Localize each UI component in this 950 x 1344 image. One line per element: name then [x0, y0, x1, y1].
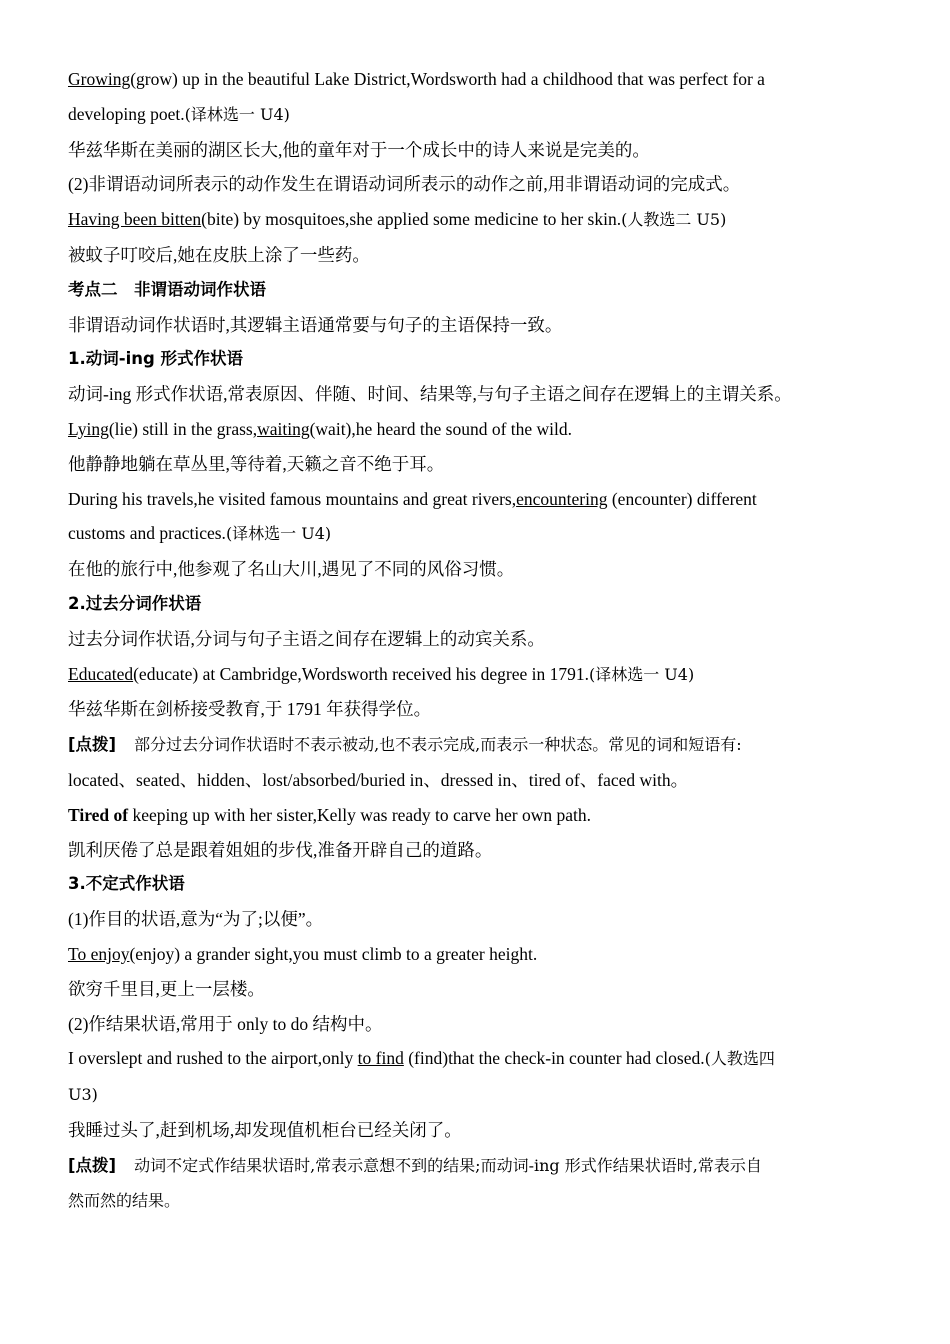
tip-block — [68, 727, 880, 763]
sentence-text: (educate) at Cambridge,Wordsworth received his degree in 1791. — [133, 663, 589, 684]
tip-block-cont: located、seated、hidden、lost/absorbed/buried in、dressed in、tired of、faced with。 — [68, 769, 689, 790]
subsection-heading: 2.过去分词作状语 — [68, 593, 202, 613]
sentence-text: developing poet. — [68, 103, 185, 124]
example-sentence — [68, 202, 880, 238]
sentence-text: customs and practices. — [68, 523, 226, 544]
sentence-text: (bite) by mosquitoes,she applied some medicine to her skin. — [201, 209, 622, 230]
translation: 华兹华斯在美丽的湖区长大,他的童年对于一个成长中的诗人来说是完美的。 — [68, 139, 650, 160]
example-sentence — [68, 1041, 880, 1077]
example-sentence — [68, 657, 880, 693]
sentence-text: I overslept and rushed to the airport,only — [68, 1048, 358, 1069]
subsection-heading: 1.动词-ing 形式作状语 — [68, 349, 244, 369]
source-note: (人教选二 U5) — [621, 210, 727, 230]
translation: 在他的旅行中,他参观了名山大川,遇见了不同的风俗习惯。 — [68, 559, 515, 580]
example-sentence-cont — [68, 1077, 880, 1113]
tip-text: 部分过去分词作状语时不表示被动,也不表示完成,而表示一种状态。常见的词和短语有: — [134, 735, 742, 755]
tip-text: 动词不定式作结果状语时,常表示意想不到的结果;而动词-ing 形式作结果状语时,常表示自 — [134, 1155, 762, 1175]
rule-text: 动词-ing 形式作状语,常表原因、伴随、时间、结果等,与句子主语之间存在逻辑上的主谓关系。 — [68, 384, 792, 405]
translation: 他静静地躺在草丛里,等待着,天籁之音不绝于耳。 — [68, 453, 445, 474]
tip-label: [点拨] — [68, 1155, 117, 1175]
tip-block-cont: 然而然的结果。 — [68, 1190, 181, 1210]
source-note: (译林选一 U4) — [225, 524, 332, 544]
rule-text: 过去分词作状语,分词与句子主语之间存在逻辑上的动宾关系。 — [68, 628, 545, 649]
section-heading: 考点二 非谓语动词作状语 — [68, 279, 266, 299]
tip-label: [点拨] — [68, 735, 117, 755]
rule-text: (1)作目的状语,意为“为了;以便”。 — [68, 909, 324, 930]
tip-block — [68, 1148, 880, 1184]
answer-blank: to find — [357, 1048, 404, 1069]
sentence-text: keeping up with her sister,Kelly was ready to carve her own path. — [128, 804, 592, 825]
rule-text: (2)作结果状语,常用于 only to do 结构中。 — [68, 1013, 383, 1034]
source-note: (译林选一 U4) — [184, 104, 290, 124]
answer-blank: To enjoy — [68, 943, 130, 964]
answer-blank: Having been bitten — [68, 209, 202, 230]
translation: 被蚊子叮咬后,她在皮肤上涂了一些药。 — [68, 244, 370, 265]
source-note: (译林选一 U4) — [588, 664, 695, 684]
sentence-text: (lie) still in the grass, — [108, 418, 258, 439]
sentence-text: (find)that the check-in counter had closed. — [403, 1048, 705, 1069]
answer-blank: encountering — [516, 488, 608, 509]
answer-blank: waiting — [257, 418, 310, 439]
document-page — [68, 62, 880, 1218]
rule-text: 非谓语动词作状语时,其逻辑主语通常要与句子的主语保持一致。 — [68, 314, 563, 335]
translation: 凯利厌倦了总是跟着姐姐的步伐,准备开辟自己的道路。 — [68, 839, 493, 860]
subsection-heading: 3.不定式作状语 — [68, 874, 185, 894]
answer-blank: Educated — [68, 663, 134, 684]
sentence-text: (enjoy) a grander sight,you must climb to a greater height. — [129, 943, 538, 964]
rule-text: (2)非谓语动词所表示的动作发生在谓语动词所表示的动作之前,用非谓语动词的完成式。 — [68, 174, 741, 195]
example-sentence-cont — [68, 516, 880, 552]
translation: 华兹华斯在剑桥接受教育,于 1791 年获得学位。 — [68, 699, 432, 720]
sentence-text: During his travels,he visited famous mountains and great rivers, — [68, 488, 517, 509]
example-sentence — [68, 482, 880, 517]
translation: 欲穷千里目,更上一层楼。 — [68, 978, 265, 999]
keyword: Tired of — [68, 804, 129, 825]
translation: 我睡过头了,赶到机场,却发现值机柜台已经关闭了。 — [68, 1119, 462, 1140]
example-sentence — [68, 798, 880, 833]
example-sentence — [68, 62, 880, 97]
answer-blank: Lying — [68, 418, 109, 439]
sentence-text: (wait),he heard the sound of the wild. — [309, 418, 573, 439]
source-note: U3) — [68, 1085, 98, 1105]
sentence-text: (encounter) different — [607, 488, 757, 509]
example-sentence — [68, 412, 880, 447]
sentence-text: (grow) up in the beautiful Lake District,Wordsworth had a childhood that was perfect for a — [130, 69, 765, 89]
answer-blank: Growing — [68, 69, 131, 89]
example-sentence — [68, 937, 880, 972]
source-note: (人教选四 — [704, 1049, 775, 1069]
example-sentence-cont — [68, 97, 880, 133]
